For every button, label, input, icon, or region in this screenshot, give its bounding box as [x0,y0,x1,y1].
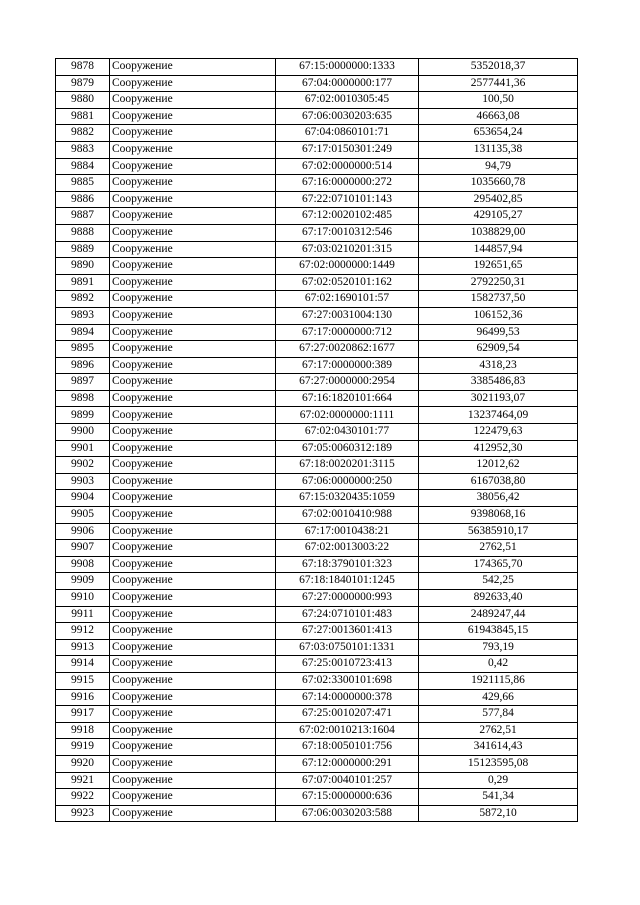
table-row [56,805,578,822]
cadastral-number-cell: 67:27:0000000:2954 [276,374,419,391]
object-type-cell: Сооружение [110,606,276,623]
cadastral-value-cell: 2762,51 [419,540,578,557]
row-number-cell: 9923 [56,805,110,822]
object-type-cell: Сооружение [110,556,276,573]
row-number-cell: 9885 [56,175,110,192]
table-row [56,507,578,524]
cadastral-number-cell: 67:18:1840101:1245 [276,573,419,590]
table-row [56,341,578,358]
object-type-cell: Сооружение [110,689,276,706]
row-number-cell: 9909 [56,573,110,590]
cadastral-value-cell: 96499,53 [419,324,578,341]
cadastral-number-cell: 67:18:0050101:756 [276,739,419,756]
cadastral-number-cell: 67:02:0010213:1604 [276,722,419,739]
table-row [56,440,578,457]
table-row [56,706,578,723]
cadastral-number-cell: 67:27:0031004:130 [276,307,419,324]
cadastral-value-cell: 1038829,00 [419,224,578,241]
row-number-cell: 9882 [56,125,110,142]
object-type-cell: Сооружение [110,307,276,324]
cadastral-number-cell: 67:05:0060312:189 [276,440,419,457]
row-number-cell: 9894 [56,324,110,341]
table-row [56,241,578,258]
object-type-cell: Сооружение [110,739,276,756]
cadastral-number-cell: 67:25:0010207:471 [276,706,419,723]
cadastral-value-cell: 38056,42 [419,490,578,507]
row-number-cell: 9906 [56,523,110,540]
table-row [56,772,578,789]
row-number-cell: 9914 [56,656,110,673]
cadastral-number-cell: 67:02:0520101:162 [276,274,419,291]
object-type-cell: Сооружение [110,722,276,739]
cadastral-value-cell: 341614,43 [419,739,578,756]
cadastral-value-cell: 5352018,37 [419,59,578,76]
table-row [56,141,578,158]
object-type-cell: Сооружение [110,440,276,457]
row-number-cell: 9895 [56,341,110,358]
cadastral-value-cell: 295402,85 [419,191,578,208]
row-number-cell: 9908 [56,556,110,573]
table-row [56,59,578,76]
table-row [56,739,578,756]
row-number-cell: 9897 [56,374,110,391]
row-number-cell: 9915 [56,672,110,689]
table-row [56,606,578,623]
cadastral-number-cell: 67:15:0320435:1059 [276,490,419,507]
table-row [56,307,578,324]
table-row [56,224,578,241]
row-number-cell: 9887 [56,208,110,225]
object-type-cell: Сооружение [110,258,276,275]
cadastral-value-cell: 100,50 [419,92,578,109]
cadastral-number-cell: 67:02:3300101:698 [276,672,419,689]
cadastral-number-cell: 67:12:0020102:485 [276,208,419,225]
table-row [56,258,578,275]
cadastral-number-cell: 67:16:1820101:664 [276,390,419,407]
row-number-cell: 9888 [56,224,110,241]
row-number-cell: 9903 [56,473,110,490]
object-type-cell: Сооружение [110,390,276,407]
row-number-cell: 9901 [56,440,110,457]
cadastral-value-cell: 892633,40 [419,590,578,607]
table-row [56,722,578,739]
cadastral-value-cell: 0,29 [419,772,578,789]
cadastral-number-cell: 67:17:0010438:21 [276,523,419,540]
object-type-cell: Сооружение [110,490,276,507]
cadastral-value-cell: 429,66 [419,689,578,706]
row-number-cell: 9916 [56,689,110,706]
row-number-cell: 9891 [56,274,110,291]
table-row [56,457,578,474]
row-number-cell: 9900 [56,424,110,441]
cadastral-number-cell: 67:02:0000000:514 [276,158,419,175]
table-row [56,291,578,308]
row-number-cell: 9899 [56,407,110,424]
table-row [56,755,578,772]
cadastral-number-cell: 67:02:0000000:1449 [276,258,419,275]
cadastral-value-cell: 6167038,80 [419,473,578,490]
cadastral-number-cell: 67:27:0020862:1677 [276,341,419,358]
table-row [56,590,578,607]
cadastral-number-cell: 67:02:1690101:57 [276,291,419,308]
cadastral-number-cell: 67:17:0010312:546 [276,224,419,241]
table-row [56,75,578,92]
object-type-cell: Сооружение [110,772,276,789]
cadastral-value-cell: 3385486,83 [419,374,578,391]
row-number-cell: 9913 [56,639,110,656]
cadastral-number-cell: 67:02:0010410:988 [276,507,419,524]
cadastral-value-cell: 429105,27 [419,208,578,225]
row-number-cell: 9881 [56,108,110,125]
cadastral-number-cell: 67:02:0013003:22 [276,540,419,557]
row-number-cell: 9911 [56,606,110,623]
cadastral-value-cell: 653654,24 [419,125,578,142]
cadastral-value-cell: 5872,10 [419,805,578,822]
row-number-cell: 9912 [56,623,110,640]
row-number-cell: 9886 [56,191,110,208]
cadastral-value-cell: 2577441,36 [419,75,578,92]
row-number-cell: 9878 [56,59,110,76]
cadastral-value-cell: 15123595,08 [419,755,578,772]
cadastral-value-cell: 106152,36 [419,307,578,324]
table-row [56,540,578,557]
row-number-cell: 9905 [56,507,110,524]
row-number-cell: 9884 [56,158,110,175]
row-number-cell: 9898 [56,390,110,407]
object-type-cell: Сооружение [110,241,276,258]
row-number-cell: 9880 [56,92,110,109]
object-type-cell: Сооружение [110,573,276,590]
table-row [56,473,578,490]
table-row [56,274,578,291]
cadastral-number-cell: 67:27:0000000:993 [276,590,419,607]
table-row [56,175,578,192]
row-number-cell: 9902 [56,457,110,474]
cadastral-number-cell: 67:25:0010723:413 [276,656,419,673]
object-type-cell: Сооружение [110,125,276,142]
cadastral-value-cell: 131135,38 [419,141,578,158]
cadastral-value-cell: 122479,63 [419,424,578,441]
cadastral-value-cell: 4318,23 [419,357,578,374]
cadastral-number-cell: 67:17:0000000:389 [276,357,419,374]
cadastral-value-cell: 1921115,86 [419,672,578,689]
table-row [56,374,578,391]
table-row [56,490,578,507]
cadastral-number-cell: 67:17:0150301:249 [276,141,419,158]
object-type-cell: Сооружение [110,92,276,109]
row-number-cell: 9893 [56,307,110,324]
table-row [56,108,578,125]
cadastral-number-cell: 67:18:3790101:323 [276,556,419,573]
cadastral-number-cell: 67:12:0000000:291 [276,755,419,772]
cadastral-number-cell: 67:02:0000000:1111 [276,407,419,424]
table-row [56,789,578,806]
cadastral-value-cell: 61943845,15 [419,623,578,640]
cadastral-number-cell: 67:27:0013601:413 [276,623,419,640]
cadastral-value-cell: 1035660,78 [419,175,578,192]
object-type-cell: Сооружение [110,208,276,225]
cadastral-number-cell: 67:07:0040101:257 [276,772,419,789]
cadastral-number-cell: 67:03:0750101:1331 [276,639,419,656]
table-row [56,689,578,706]
table-row [56,407,578,424]
object-type-cell: Сооружение [110,623,276,640]
cadastral-value-cell: 12012,62 [419,457,578,474]
cadastral-value-cell: 94,79 [419,158,578,175]
cadastral-value-cell: 144857,94 [419,241,578,258]
row-number-cell: 9904 [56,490,110,507]
object-type-cell: Сооружение [110,274,276,291]
table-row [56,357,578,374]
row-number-cell: 9879 [56,75,110,92]
cadastral-number-cell: 67:15:0000000:1333 [276,59,419,76]
object-type-cell: Сооружение [110,158,276,175]
object-type-cell: Сооружение [110,324,276,341]
cadastral-value-cell: 2762,51 [419,722,578,739]
cadastral-number-cell: 67:04:0860101:71 [276,125,419,142]
table-row [56,556,578,573]
object-type-cell: Сооружение [110,473,276,490]
object-type-cell: Сооружение [110,374,276,391]
object-type-cell: Сооружение [110,191,276,208]
table-row [56,639,578,656]
cadastral-number-cell: 67:24:0710101:483 [276,606,419,623]
row-number-cell: 9918 [56,722,110,739]
object-type-cell: Сооружение [110,108,276,125]
object-type-cell: Сооружение [110,672,276,689]
object-type-cell: Сооружение [110,755,276,772]
cadastral-number-cell: 67:16:0000000:272 [276,175,419,192]
table-row [56,324,578,341]
cadastral-value-cell: 192651,65 [419,258,578,275]
object-type-cell: Сооружение [110,789,276,806]
cadastral-number-cell: 67:14:0000000:378 [276,689,419,706]
object-type-cell: Сооружение [110,59,276,76]
table-row [56,672,578,689]
object-type-cell: Сооружение [110,590,276,607]
table-row [56,623,578,640]
cadastral-value-cell: 174365,70 [419,556,578,573]
cadastral-value-cell: 13237464,09 [419,407,578,424]
cadastral-number-cell: 67:04:0000000:177 [276,75,419,92]
cadastral-value-cell: 2792250,31 [419,274,578,291]
table-row [56,523,578,540]
row-number-cell: 9910 [56,590,110,607]
object-type-cell: Сооружение [110,706,276,723]
row-number-cell: 9920 [56,755,110,772]
cadastral-number-cell: 67:15:0000000:636 [276,789,419,806]
cadastral-number-cell: 67:18:0020201:3115 [276,457,419,474]
object-type-cell: Сооружение [110,291,276,308]
row-number-cell: 9896 [56,357,110,374]
object-type-cell: Сооружение [110,75,276,92]
object-type-cell: Сооружение [110,424,276,441]
row-number-cell: 9921 [56,772,110,789]
cadastral-number-cell: 67:22:0710101:143 [276,191,419,208]
row-number-cell: 9892 [56,291,110,308]
table-row [56,573,578,590]
cadastral-number-cell: 67:06:0030203:588 [276,805,419,822]
row-number-cell: 9883 [56,141,110,158]
cadastral-number-cell: 67:17:0000000:712 [276,324,419,341]
object-type-cell: Сооружение [110,407,276,424]
cadastral-value-cell: 577,84 [419,706,578,723]
object-type-cell: Сооружение [110,540,276,557]
object-type-cell: Сооружение [110,639,276,656]
registry-table-body [56,59,578,822]
row-number-cell: 9907 [56,540,110,557]
table-row [56,390,578,407]
row-number-cell: 9889 [56,241,110,258]
object-type-cell: Сооружение [110,175,276,192]
object-type-cell: Сооружение [110,341,276,358]
cadastral-value-cell: 9398068,16 [419,507,578,524]
cadastral-value-cell: 62909,54 [419,341,578,358]
object-type-cell: Сооружение [110,656,276,673]
object-type-cell: Сооружение [110,357,276,374]
table-row [56,158,578,175]
table-row [56,208,578,225]
cadastral-value-cell: 2489247,44 [419,606,578,623]
row-number-cell: 9922 [56,789,110,806]
table-row [56,656,578,673]
cadastral-value-cell: 56385910,17 [419,523,578,540]
object-type-cell: Сооружение [110,523,276,540]
cadastral-value-cell: 1582737,50 [419,291,578,308]
cadastral-number-cell: 67:02:0010305:45 [276,92,419,109]
cadastral-value-cell: 46663,08 [419,108,578,125]
row-number-cell: 9890 [56,258,110,275]
object-type-cell: Сооружение [110,224,276,241]
cadastral-value-cell: 541,34 [419,789,578,806]
cadastral-value-cell: 0,42 [419,656,578,673]
object-type-cell: Сооружение [110,141,276,158]
cadastral-number-cell: 67:03:0210201:315 [276,241,419,258]
cadastral-number-cell: 67:02:0430101:77 [276,424,419,441]
table-row [56,125,578,142]
row-number-cell: 9917 [56,706,110,723]
cadastral-value-cell: 542,25 [419,573,578,590]
registry-table [55,58,578,822]
table-row [56,424,578,441]
object-type-cell: Сооружение [110,507,276,524]
cadastral-number-cell: 67:06:0000000:250 [276,473,419,490]
table-row [56,92,578,109]
row-number-cell: 9919 [56,739,110,756]
table-row [56,191,578,208]
cadastral-value-cell: 412952,30 [419,440,578,457]
object-type-cell: Сооружение [110,457,276,474]
cadastral-value-cell: 793,19 [419,639,578,656]
cadastral-number-cell: 67:06:0030203:635 [276,108,419,125]
cadastral-value-cell: 3021193,07 [419,390,578,407]
object-type-cell: Сооружение [110,805,276,822]
